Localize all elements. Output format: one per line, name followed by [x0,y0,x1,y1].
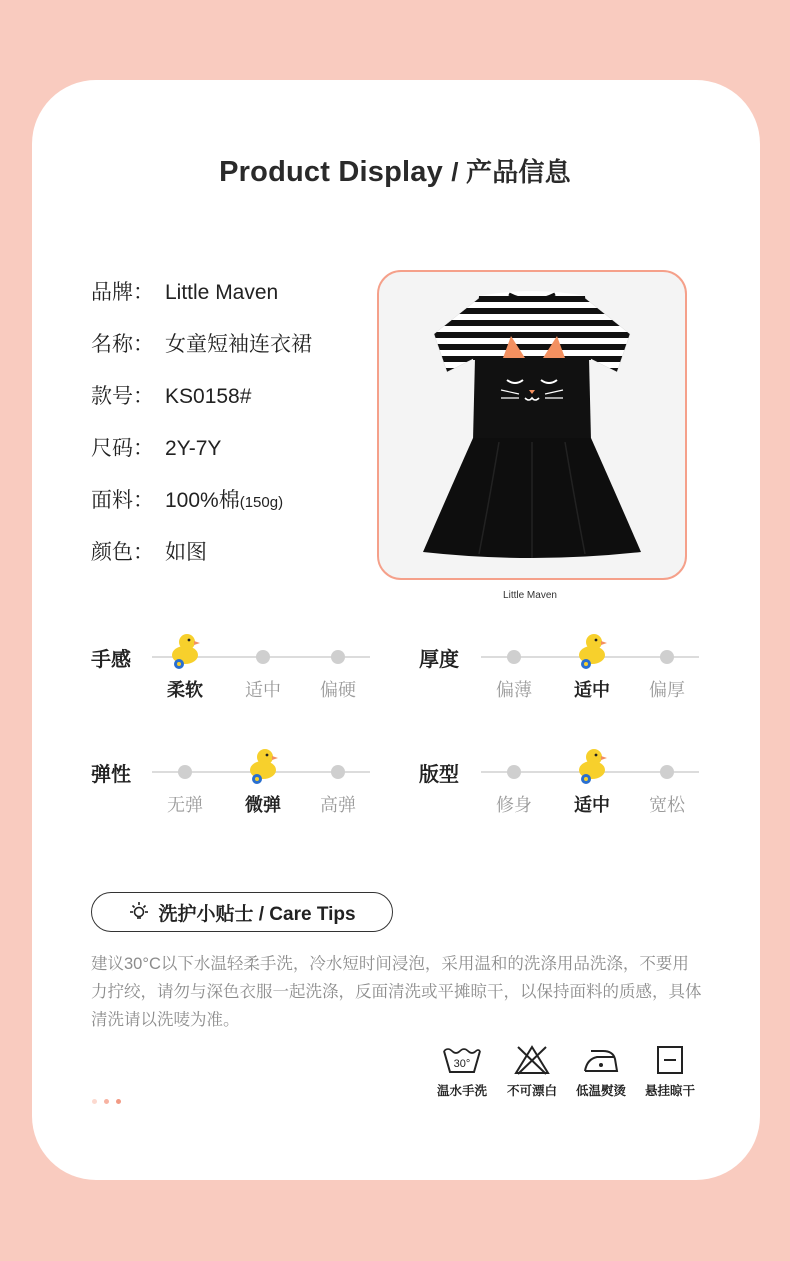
spec-style-no [91,380,251,410]
wash-temp: 30° [453,1058,471,1070]
rating-option: 宽松 [649,795,685,815]
rating-dot [178,765,192,779]
rating-dot [256,650,270,664]
spec-extra: (150g) [239,494,284,511]
rating-dot [507,650,521,664]
rating-option: 无弹 [167,795,203,815]
rating-option: 高弹 [320,795,356,815]
attribute-name: 版型 [419,764,459,786]
duck-marker-icon [167,631,203,671]
rating-option: 偏厚 [649,680,685,700]
rating-dot [507,765,521,779]
spec-color [91,536,207,566]
rating-option: 偏硬 [320,680,356,700]
care-label: 悬挂晾干 [644,1084,695,1098]
product-photo [377,270,687,580]
care-tips-label: 洗护小贴士 / Care Tips [158,903,356,925]
rating-option: 偏薄 [496,680,532,700]
duck-marker-icon [245,746,281,786]
care-hang-dry [635,1045,705,1099]
low-iron-icon [581,1045,621,1075]
spec-key: 品牌： [91,281,154,304]
wash-30-icon [442,1045,482,1075]
care-wash [427,1045,497,1099]
dot [116,1099,121,1104]
spec-key: 名称： [91,333,154,356]
attribute-name: 厚度 [419,649,459,671]
duck-marker-icon [574,746,610,786]
care-no-bleach [497,1045,567,1099]
care-tips-pill [91,892,393,932]
photo-caption: Little Maven [503,590,557,601]
page-dots [92,1091,128,1109]
no-bleach-icon [512,1045,552,1075]
care-label: 低温熨烫 [575,1084,626,1098]
hang-dry-icon [650,1045,690,1075]
attribute-name: 弹性 [91,764,131,786]
spec-value: 2Y-7Y [165,437,222,460]
rating-option: 适中 [245,680,281,700]
spec-fabric [91,484,283,514]
rating-dot [331,650,345,664]
duck-marker-icon [574,631,610,671]
attribute-name: 手感 [91,649,131,671]
spec-key: 款号： [91,385,154,408]
spec-key: 面料： [91,489,154,512]
spec-key: 颜色： [91,541,154,564]
spec-value: Little Maven [165,281,279,304]
spec-value: KS0158# [165,385,252,408]
spec-key: 尺码： [91,437,154,460]
rating-option: 柔软 [167,680,203,700]
rating-option: 微弹 [245,795,281,815]
care-label: 温水手洗 [436,1084,487,1098]
title-cn: / 产品信息 [451,157,571,187]
lightbulb-icon [128,901,150,923]
dress-illustration [379,272,685,578]
title-en: Product Display [219,156,443,188]
spec-value: 100%棉 [165,489,240,512]
care-iron [566,1045,636,1099]
page-title [0,152,790,189]
care-label: 不可漂白 [506,1084,557,1098]
rating-dot [660,765,674,779]
spec-size [91,432,221,462]
rating-dot [331,765,345,779]
spec-brand [91,276,278,306]
rating-option: 修身 [496,795,532,815]
spec-value: 女童短袖连衣裙 [165,333,312,356]
rating-option: 适中 [574,795,610,815]
rating-option: 适中 [574,680,610,700]
dot [92,1099,97,1104]
care-tips-text: 建议30°C以下水温轻柔手洗，冷水短时间浸泡，采用温和的洗涤用品洗涤，不要用力拧绞，请勿与深色衣服一起洗涤，反面清洗或平摊晾干，以保持面料的质感，具体清洗请以洗唛为准。 [91,955,702,1029]
dot [104,1099,109,1104]
spec-name [91,328,312,358]
rating-dot [660,650,674,664]
spec-value: 如图 [165,541,207,564]
